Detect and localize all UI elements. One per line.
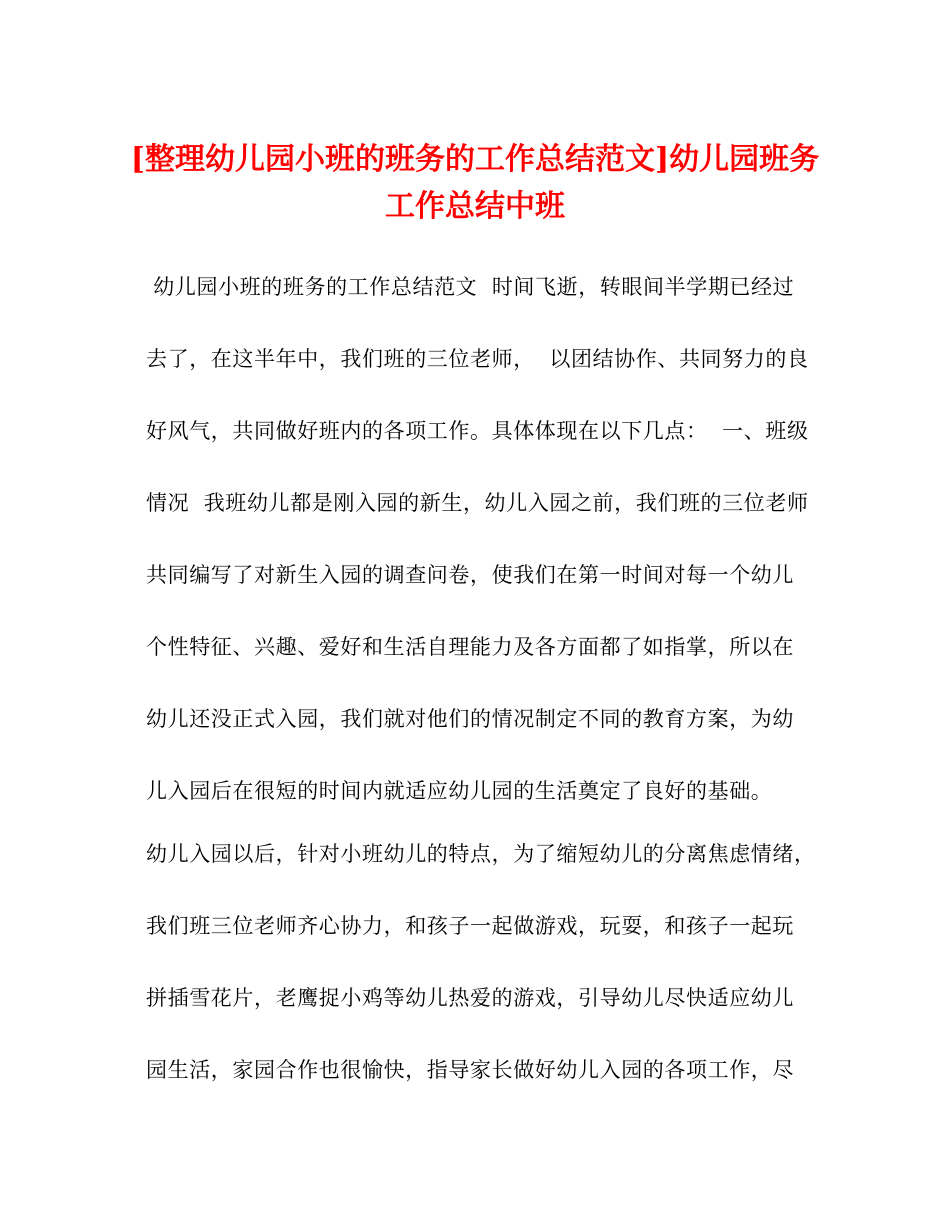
- body-line-9: 幼儿入园以后，针对小班幼儿的特点，为了缩短幼儿的分离焦虑情绪，: [146, 842, 816, 866]
- body-line-1: 幼儿园小班的班务的工作总结范文 时间飞逝，转眼间半学期已经过: [146, 275, 795, 299]
- body-line-11: 拼插雪花片，老鹰捉小鸡等幼儿热爱的游戏，引导幼儿尽快适应幼儿: [146, 986, 794, 1010]
- body-line-10: 我们班三位老师齐心协力，和孩子一起做游戏，玩耍，和孩子一起玩: [146, 914, 794, 938]
- body-line-8: 儿入园后在很短的时间内就适应幼儿园的生活奠定了良好的基础。: [146, 779, 773, 803]
- body-line-3: 好风气，共同做好班内的各项工作。具体体现在以下几点： 一、班级: [146, 419, 809, 443]
- body-line-12: 园生活，家园合作也很愉快，指导家长做好幼儿入园的各项工作，尽: [146, 1058, 794, 1082]
- body-line-2: 去了，在这半年中，我们班的三位老师， 以团结协作、共同努力的良: [146, 347, 809, 371]
- document-title-line-2: 工作总结中班: [385, 189, 565, 224]
- body-line-6: 个性特征、兴趣、爱好和生活自理能力及各方面都了如指掌，所以在: [146, 635, 794, 659]
- body-line-5: 共同编写了对新生入园的调查问卷，使我们在第一时间对每一个幼儿: [146, 563, 794, 587]
- body-line-7: 幼儿还没正式入园，我们就对他们的情况制定不同的教育方案，为幼: [146, 707, 794, 731]
- body-line-4: 情况 我班幼儿都是刚入园的新生，幼儿入园之前，我们班的三位老师: [146, 491, 809, 515]
- document-title-line-1: [整理幼儿园小班的班务的工作总结范文]幼儿园班务: [130, 142, 820, 177]
